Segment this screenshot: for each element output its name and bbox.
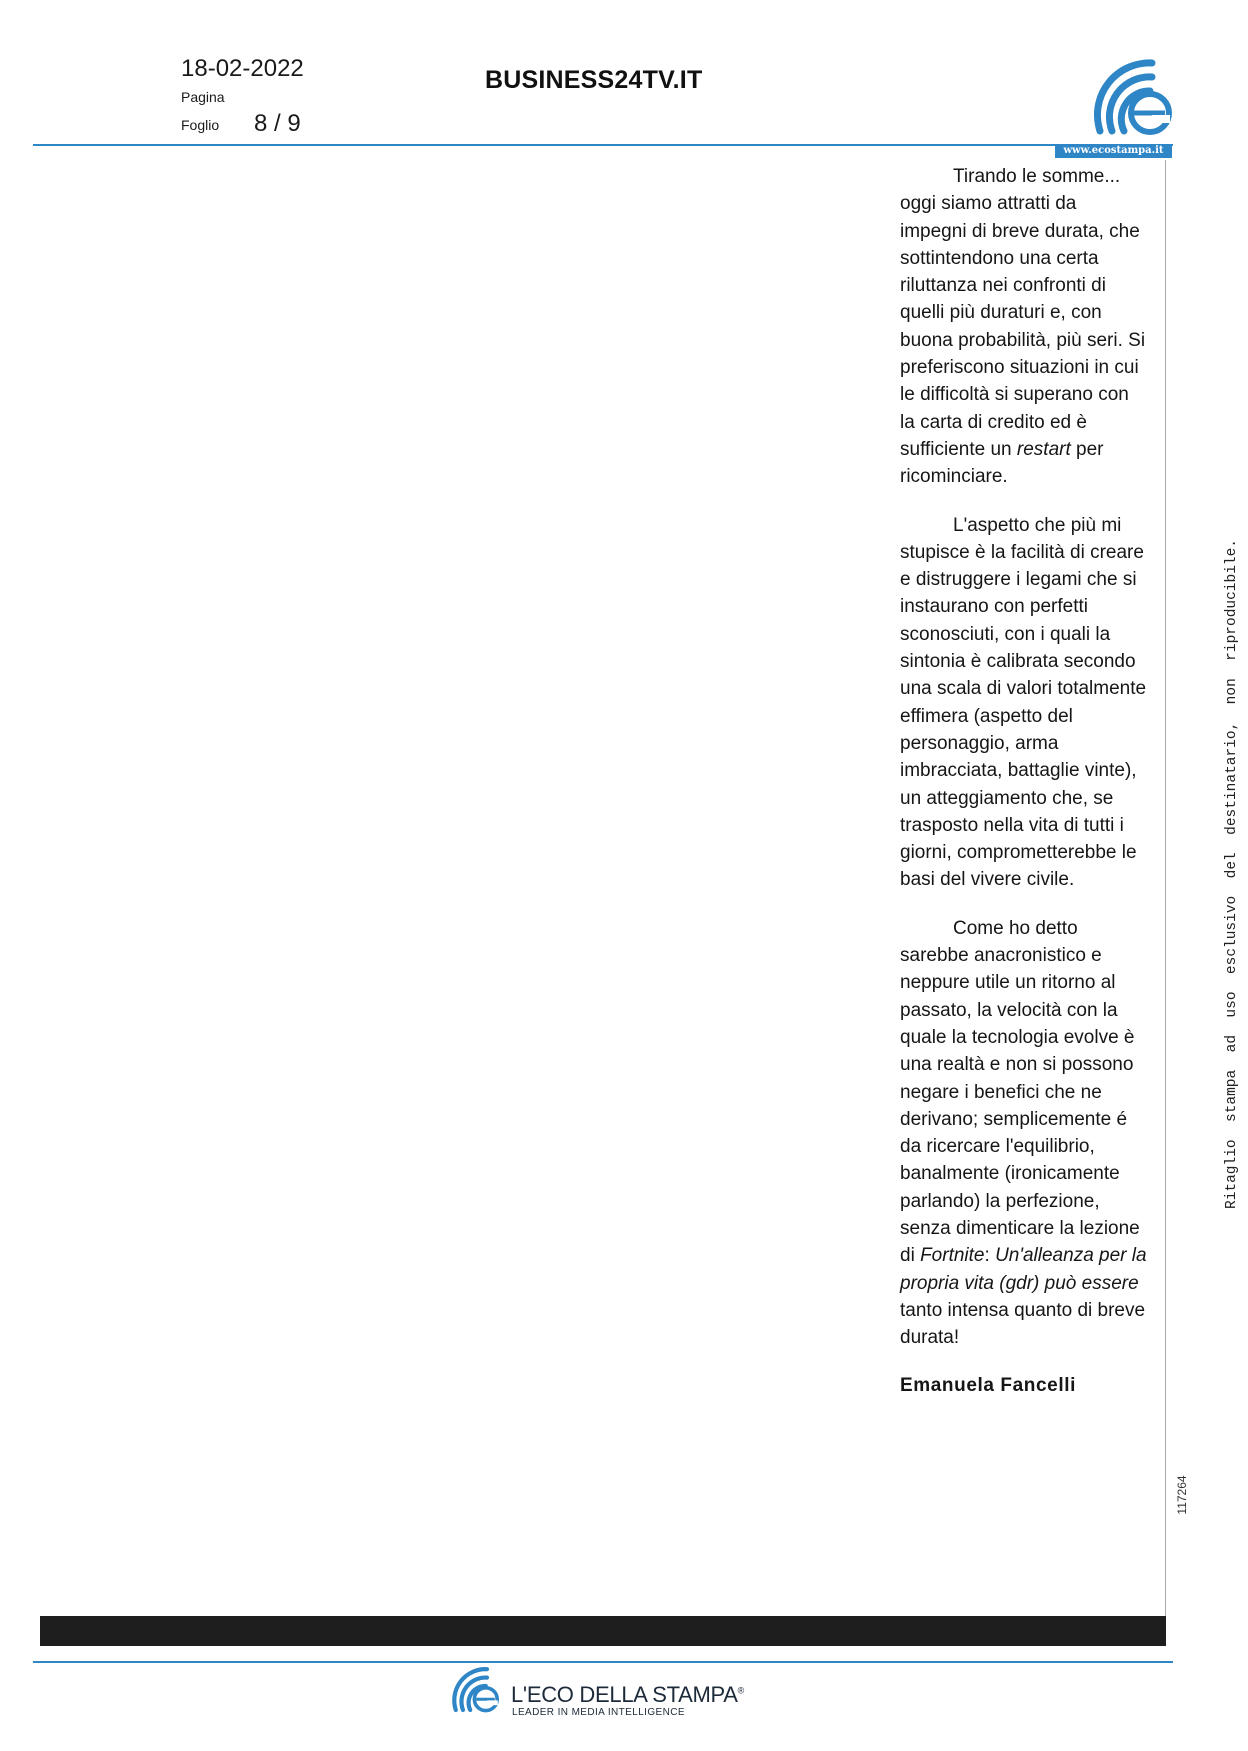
article-paragraph: Come ho detto sarebbe anacronistico e neppure utile un ritorno al passato, la velocità con la quale la tecnologia evolve è una realtà e non si possono negare i benefici che ne derivano; semplicemente é da ricercare l'equilibrio, banalmente (ironicamente parlando) la perfezione, senza dimenticare la lezione di Fortnite: Un'alleanza per la propria vita (gdr) può essere tanto intensa quanto di breve durata! <box>900 917 1147 1349</box>
ecostampa-logo-icon <box>1092 55 1172 137</box>
eco-della-stampa-logo-icon <box>451 1664 499 1714</box>
foglio-label: Foglio <box>181 117 220 133</box>
clip-code-text: 117264 <box>1175 1475 1189 1515</box>
publication-date: 18-02-2022 <box>181 55 304 82</box>
source-title: BUSINESS24TV.IT <box>485 66 703 94</box>
bottom-bar <box>40 1616 1166 1646</box>
footer-divider <box>33 1661 1173 1663</box>
header-divider <box>33 144 1173 146</box>
article-column <box>900 163 1148 1400</box>
footer-brand: L'ECO DELLA STAMPA® <box>511 1682 744 1707</box>
clipping-frame-line <box>1165 160 1166 1620</box>
copyright-notice-text: Ritaglio stampa ad uso esclusivo del destinatario, non riproducibile. <box>1224 538 1240 1210</box>
foglio-number: 8 / 9 <box>254 110 301 137</box>
url-badge[interactable]: www.ecostampa.it <box>1055 144 1172 158</box>
article-author: Emanuela Fancelli <box>900 1375 1076 1397</box>
footer-tagline: LEADER IN MEDIA INTELLIGENCE <box>512 1707 685 1718</box>
pagina-label: Pagina <box>181 89 225 105</box>
article-paragraph: L'aspetto che più mi stupisce è la facilità di creare e distruggere i legami che si instaurano con perfetti sconosciuti, con i quali la sintonia è calibrata secondo una scala di valori totalmente effimera (aspetto del personaggio, arma imbracciata, battaglie vinte), un atteggiamento che, se trasposto nella vita di tutti i giorni, comprometterebbe le basi del vivere civile. <box>900 514 1147 891</box>
article-paragraph: Tirando le somme... oggi siamo attratti da impegni di breve durata, che sottintendono una certa riluttanza nei confronti di quelli più duraturi e, con buona probabilità, più seri. Si preferiscono situazioni in cui le difficoltà si superano con la carta di credito ed è sufficiente un restart per ricominciare. <box>900 166 1146 488</box>
